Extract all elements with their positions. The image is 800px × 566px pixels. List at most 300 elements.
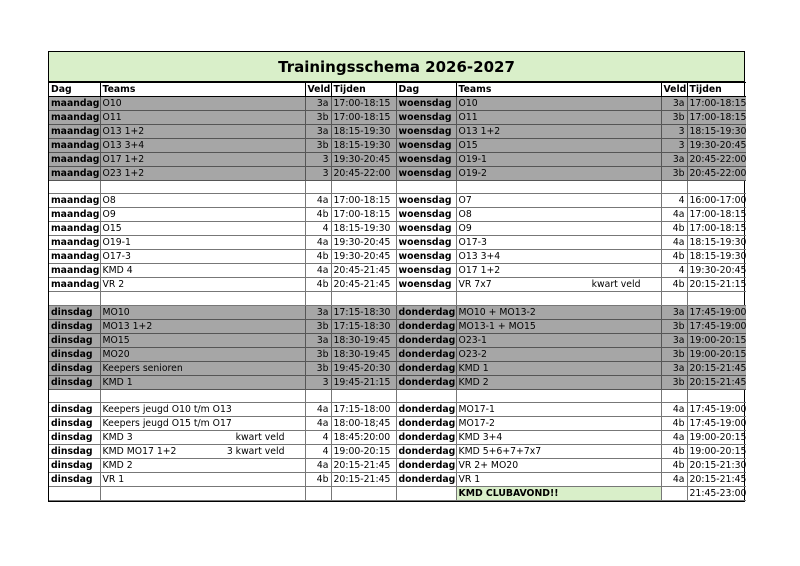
empty-cell [49,389,100,402]
team-name: KMD 3+4 [458,432,503,444]
tijden-left: 18:15-19:30 [331,125,396,139]
teams-right [456,403,661,417]
day-right: donderdag [396,305,456,319]
teams-left [100,222,305,236]
day-left: dinsdag [49,403,100,417]
day-left: maandag [51,140,100,151]
team-name: O11 [458,112,478,123]
schedule-row [49,194,746,208]
day-right: donderdag [396,473,456,487]
teams-right [456,236,661,250]
day-left: maandag [51,98,100,109]
empty-cell [331,181,396,194]
team-name: O8 [102,195,116,207]
empty-cell [100,181,305,194]
empty-cell [100,292,305,305]
header-dag-right: Dag [396,83,456,97]
team-name: Keepers senioren [102,362,183,374]
teams-left [100,125,305,139]
schedule-row [49,319,746,333]
day-right: woensdag [396,125,456,139]
teams-left [100,403,305,417]
teams-left [100,97,305,111]
schedule-row [49,264,746,278]
empty-cell [305,181,331,194]
teams-left [100,305,305,319]
empty-cell [331,487,396,501]
teams-left [100,361,305,375]
day-left: dinsdag [49,417,100,431]
day-right: donderdag [396,333,456,347]
team-name: MO15 [102,334,130,346]
tijden-right: 19:30-20:45 [687,264,746,278]
day-right: donderdag [396,319,456,333]
day-left: maandag [51,195,100,207]
teams-right [456,375,661,389]
teams-right [456,111,661,125]
tijden-left: 17:00-18:15 [331,97,396,111]
veld-right: 3a [661,305,687,319]
header-veld-right: Veld [661,83,687,97]
teams-right [456,153,661,167]
day-right: woensdag [396,97,456,111]
field-note: kwart veld [235,432,285,444]
day-left: dinsdag [49,305,100,319]
team-name: O19-2 [458,168,487,179]
veld-left: 3a [305,125,331,139]
team-name: MO10 [102,306,130,318]
veld-right: 3 [661,139,687,153]
tijden-right: 17:45-19:00 [687,417,746,431]
veld-left: 3a [305,333,331,347]
tijden-left: 20:45-22:00 [331,167,396,181]
team-name: VR 1 [458,474,481,486]
tijden-left: 17:00-18:15 [331,208,396,222]
teams-left [100,208,305,222]
day-left: maandag [51,265,100,277]
schedule-row [49,125,746,139]
veld-left: 4a [305,403,331,417]
header-dag-left: Dag [49,83,100,97]
veld-right: 4b [661,250,687,264]
schedule-row [49,222,746,236]
team-name: O17 1+2 [102,154,145,165]
day-right: donderdag [396,445,456,459]
team-name: O10 [102,98,122,109]
day-left: maandag [51,237,100,249]
veld-left: 4a [305,264,331,278]
field-note: 3 kwart veld [226,446,285,458]
veld-right: 4 [661,264,687,278]
team-name: O13 3+4 [458,251,501,263]
tijden-right: 19:00-20:15 [687,445,746,459]
schedule-row [49,111,746,125]
teams-left [100,459,305,473]
veld-left: 4b [305,208,331,222]
veld-right: 4b [661,445,687,459]
teams-right [456,125,661,139]
veld-right: 4 [661,194,687,208]
schedule-row [49,208,746,222]
tijden-right: 17:45-19:00 [687,319,746,333]
clubavond-label: KMD CLUBAVOND!! [456,487,661,501]
empty-cell [100,487,305,501]
tijden-left: 17:15-18:30 [331,319,396,333]
day-right: woensdag [396,208,456,222]
empty-cell [305,487,331,501]
tijden-left: 17:15-18:00 [331,403,396,417]
veld-right: 3b [661,167,687,181]
teams-right [456,250,661,264]
teams-right [456,167,661,181]
team-name: KMD 4 [102,265,133,277]
empty-cell [687,181,746,194]
teams-right [456,139,661,153]
header-teams-left: Teams [100,83,305,97]
team-name: O15 [458,140,478,151]
spacer-row [49,181,746,194]
veld-right: 4a [661,208,687,222]
team-name: O23-2 [458,348,487,360]
veld-left: 4b [305,250,331,264]
team-name: KMD 3 [102,432,133,444]
header-tijden-left: Tijden [331,83,396,97]
schedule-row [49,278,746,292]
teams-right [456,264,661,278]
empty-cell [661,389,687,402]
tijden-right: 19:00-20:15 [687,347,746,361]
tijden-left: 18:30-19:45 [331,347,396,361]
tijden-right: 17:00-18:15 [687,111,746,125]
veld-right: 3b [661,111,687,125]
empty-cell [396,292,456,305]
teams-right [456,445,661,459]
team-name: KMD 2 [102,460,133,472]
tijden-left: 19:30-20:45 [331,153,396,167]
empty-cell [661,487,687,501]
header-veld-left: Veld [305,83,331,97]
clubavond-row [49,487,746,501]
tijden-left: 18:30-19:45 [331,333,396,347]
field-note: kwart veld [591,279,641,291]
teams-left [100,431,305,445]
veld-right: 4a [661,236,687,250]
veld-right: 4a [661,431,687,445]
team-name: O15 [102,223,122,235]
teams-left [100,167,305,181]
teams-right [456,319,661,333]
team-name: O13 3+4 [102,140,145,151]
teams-right [456,459,661,473]
empty-cell [456,389,661,402]
teams-right [456,278,661,292]
tijden-right: 17:45-19:00 [687,305,746,319]
team-name: O13 1+2 [102,126,145,137]
tijden-left: 17:00-18:15 [331,111,396,125]
veld-right: 3b [661,319,687,333]
veld-left: 4a [305,417,331,431]
tijden-left: 18:45:20:00 [331,431,396,445]
tijden-left: 17:00-18:15 [331,194,396,208]
veld-left: 4 [305,431,331,445]
schedule-body [49,97,746,501]
day-right: donderdag [396,347,456,361]
day-right: woensdag [396,167,456,181]
veld-left: 3b [305,347,331,361]
veld-right: 4a [661,403,687,417]
veld-right: 4b [661,278,687,292]
tijden-right: 18:15-19:30 [687,125,746,139]
teams-left [100,347,305,361]
day-left: maandag [51,223,100,235]
day-left: dinsdag [49,473,100,487]
tijden-right: 20:15-21:30 [687,459,746,473]
day-left: maandag [51,168,100,179]
day-right: woensdag [396,111,456,125]
schedule-row [49,375,746,389]
team-name: MO10 + MO13-2 [458,306,536,318]
empty-cell [687,389,746,402]
header-tijden-right: Tijden [687,83,746,97]
team-name: MO17-1 [458,404,495,416]
header-teams-right: Teams [456,83,661,97]
team-name: KMD MO17 1+2 [102,446,177,458]
empty-cell [49,292,100,305]
tijden-left: 19:30-20:45 [331,250,396,264]
veld-left: 3 [305,153,331,167]
day-right: woensdag [396,222,456,236]
teams-right [456,305,661,319]
empty-cell [456,292,661,305]
empty-cell [661,181,687,194]
day-left: dinsdag [49,333,100,347]
team-name: O7 [458,195,472,207]
empty-cell [396,181,456,194]
training-schedule-sheet [48,51,745,502]
tijden-right: 20:45-22:00 [687,167,746,181]
teams-left [100,375,305,389]
veld-right: 4a [661,473,687,487]
tijden-left: 20:45-21:45 [331,278,396,292]
teams-right [456,97,661,111]
tijden-right: 17:00-18:15 [687,222,746,236]
veld-right: 3b [661,375,687,389]
header-row [49,83,746,97]
day-right: woensdag [396,194,456,208]
teams-right [456,208,661,222]
veld-right: 3a [661,333,687,347]
teams-left [100,194,305,208]
empty-cell [396,487,456,501]
empty-cell [687,292,746,305]
team-name: O8 [458,209,472,221]
veld-left: 4a [305,459,331,473]
team-name: MO13-1 + MO15 [458,320,536,332]
empty-cell [396,389,456,402]
veld-left: 3a [305,97,331,111]
day-left: maandag [51,126,100,137]
spacer-row [49,389,746,402]
empty-cell [49,181,100,194]
empty-cell [100,389,305,402]
tijden-right: 20:45-22:00 [687,153,746,167]
veld-left: 3a [305,305,331,319]
team-name: KMD 2 [458,376,489,388]
schedule-row [49,417,746,431]
team-name: MO13 1+2 [102,320,153,332]
team-name: VR 7x7 [458,279,492,291]
day-right: donderdag [396,459,456,473]
schedule-row [49,139,746,153]
schedule-row [49,97,746,111]
empty-cell [456,181,661,194]
day-left: dinsdag [49,459,100,473]
veld-left: 3b [305,361,331,375]
veld-left: 4b [305,278,331,292]
day-left: dinsdag [49,361,100,375]
team-name: O23-1 [458,334,487,346]
veld-right: 3b [661,347,687,361]
tijden-right: 19:00-20:15 [687,431,746,445]
schedule-row [49,459,746,473]
tijden-right: 17:00-18:15 [687,97,746,111]
veld-left: 4 [305,222,331,236]
tijden-left: 19:45-20:30 [331,361,396,375]
day-left: maandag [51,209,100,221]
team-name: O17-3 [102,251,131,263]
tijden-right: 17:45-19:00 [687,403,746,417]
teams-left [100,153,305,167]
veld-right: 3a [661,97,687,111]
empty-cell [305,389,331,402]
day-left: dinsdag [49,347,100,361]
day-right: donderdag [396,417,456,431]
veld-right: 4b [661,417,687,431]
veld-left: 4a [305,236,331,250]
empty-cell [49,487,100,501]
veld-right: 3a [661,153,687,167]
teams-right [456,194,661,208]
veld-right: 4b [661,222,687,236]
day-left: dinsdag [49,445,100,459]
team-name: Keepers jeugd O10 t/m O13 [102,404,232,416]
team-name: O11 [102,112,122,123]
schedule-row [49,361,746,375]
day-left: maandag [51,112,100,123]
schedule-row [49,403,746,417]
tijden-right: 20:15-21:45 [687,375,746,389]
schedule-row [49,431,746,445]
day-right: woensdag [396,153,456,167]
veld-right: 3 [661,125,687,139]
day-right: woensdag [396,236,456,250]
schedule-row [49,153,746,167]
team-name: O9 [102,209,116,221]
teams-right [456,473,661,487]
veld-left: 3b [305,319,331,333]
team-name: KMD 1 [102,376,133,388]
day-left: maandag [51,279,100,291]
day-right: donderdag [396,361,456,375]
day-left: dinsdag [49,431,100,445]
veld-left: 3b [305,139,331,153]
tijden-right: 18:15-19:30 [687,250,746,264]
schedule-row [49,167,746,181]
tijden-right: 19:30-20:45 [687,139,746,153]
veld-left: 4a [305,194,331,208]
tijden-left: 19:00-20:15 [331,445,396,459]
team-name: VR 1 [102,474,125,486]
day-left: dinsdag [49,375,100,389]
veld-left: 3b [305,111,331,125]
tijden-left: 20:45-21:45 [331,264,396,278]
clubavond-time: 21:45-23:00 [687,487,746,501]
tijden-right: 20:15-21:45 [687,473,746,487]
day-left: dinsdag [49,319,100,333]
day-right: woensdag [396,264,456,278]
schedule-table [49,82,746,501]
empty-cell [331,389,396,402]
day-right: donderdag [396,375,456,389]
schedule-row [49,305,746,319]
tijden-right: 19:00-20:15 [687,333,746,347]
veld-left: 3 [305,167,331,181]
team-name: O23 1+2 [102,168,145,179]
team-name: O19-1 [102,237,131,249]
teams-right [456,347,661,361]
veld-right: 4b [661,459,687,473]
team-name: O17 1+2 [458,265,501,277]
tijden-right: 16:00-17:00 [687,194,746,208]
team-name: KMD 1 [458,362,489,374]
team-name: O19-1 [458,154,487,165]
day-left: maandag [51,251,100,263]
team-name: MO20 [102,348,130,360]
schedule-row [49,236,746,250]
schedule-row [49,333,746,347]
team-name: O17-3 [458,237,487,249]
tijden-left: 18:00-18;45 [331,417,396,431]
tijden-right: 18:15-19:30 [687,236,746,250]
tijden-left: 19:45-21:15 [331,375,396,389]
veld-left: 3 [305,375,331,389]
veld-left: 4b [305,473,331,487]
empty-cell [331,292,396,305]
teams-right [456,417,661,431]
teams-left [100,139,305,153]
teams-left [100,417,305,431]
schedule-row [49,347,746,361]
spacer-row [49,292,746,305]
day-right: donderdag [396,431,456,445]
team-name: O13 1+2 [458,126,501,137]
veld-left: 4 [305,445,331,459]
day-right: woensdag [396,139,456,153]
team-name: KMD 5+6+7+7x7 [458,446,542,458]
day-right: woensdag [396,278,456,292]
team-name: VR 2 [102,279,125,291]
team-name: O10 [458,98,478,109]
tijden-left: 19:30-20:45 [331,236,396,250]
team-name: MO17-2 [458,418,495,430]
tijden-right: 17:00-18:15 [687,208,746,222]
tijden-left: 20:15-21:45 [331,459,396,473]
schedule-row [49,445,746,459]
teams-left [100,250,305,264]
teams-right [456,333,661,347]
teams-left [100,236,305,250]
schedule-row [49,250,746,264]
